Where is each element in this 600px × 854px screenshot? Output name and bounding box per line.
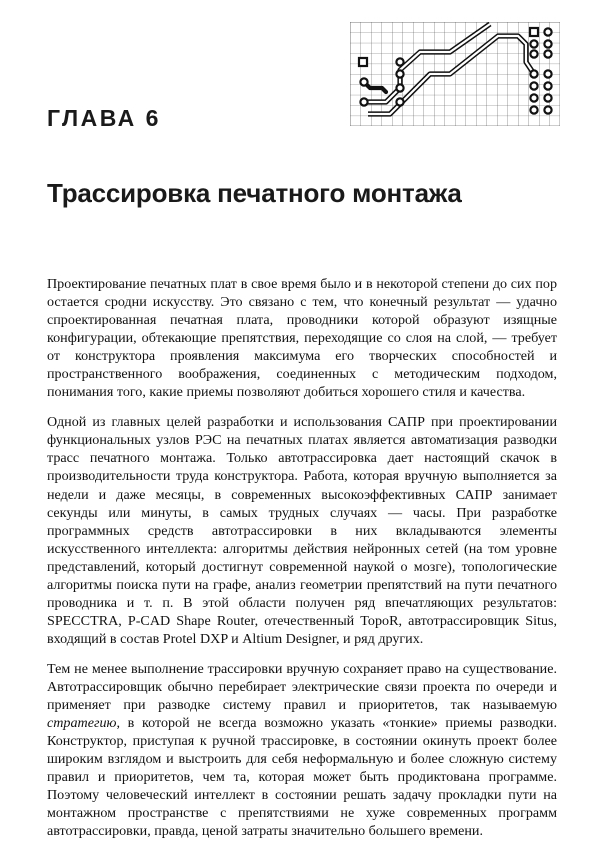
chapter-label: ГЛАВА 6 <box>47 105 161 131</box>
paragraph-3-emphasis: стратегию <box>47 715 117 732</box>
paragraph-3 <box>47 660 557 840</box>
paragraph-3-after: , в которой не всегда возможно указать «тонкие» приемы разводки. Конструктор, приступая к ручной трассировке, в состоянии окинуть проект более широким взглядом и выстроить для себя неформальную и более сложную систему правил и приоритетов, чем та, которая может быть продиктована программе. Поэтому человеческий интеллект в состоянии решать задачу прокладки пути на монтажном пространстве с препятствиями не хуже современных программ автотрассировки, правда, ценой затраты значительно большего времени. <box>47 715 557 840</box>
paragraph-1: Проектирование печатных плат в свое время было и в некоторой степени до сих пор остается сродни искусству. Это связано с тем, что конечный результат — удачно спроектированная печатная плата, проводники которой образуют изящные конфигурации, обтекающие препятствия, переходящие со слоя на слой, — требует от конструктора проявления максимума его творческих способностей и пространственного воображения, соединенных с методическим подходом, понимания того, какие приемы позволяют добиться хорошего стиля и качества. <box>47 276 557 401</box>
chapter-title: Трассировка печатного монтажа <box>47 178 462 208</box>
body-text <box>47 275 557 840</box>
paragraph-2: Одной из главных целей разработки и использования САПР при проектировании функциональных узлов РЭС на печатных платах является автоматизация разводки трасс печатного монтажа. Только автотрассировка дает настоящий скачок в производительности труда конструктора. Работа, которая вручную выполняется за недели и даже месяцы, в современных высокоэффективных САПР занимает секунды или минуты, в самых трудных случаях — часы. При разработке программных средств автотрассировки в них вкладываются элементы искусственного интеллекта: алгоритмы действия нейронных сетей (на том уровне представлений, который достигнут современной наукой о мозге), топологические алгоритмы поиска пути на графе, анализ геометрии препятствий на пути печатного проводника и т. п. В этой области получен ряд впечатляющих результатов: SPECCTRA, P-CAD Shape Router, отечественный TopoR, автотрассировщик Situs, входящий в состав Protel DXP и Altium Designer, и ряд других. <box>47 414 557 647</box>
pcb-trace-grid-icon <box>350 22 560 126</box>
paragraph-3-before: Тем не менее выполнение трассировки вручную сохраняет право на существование. Автотрассировщик обычно перебирает электрические связи проекта по очереди и применяет при разводке систему правил и приоритетов, так называемую <box>47 660 557 714</box>
